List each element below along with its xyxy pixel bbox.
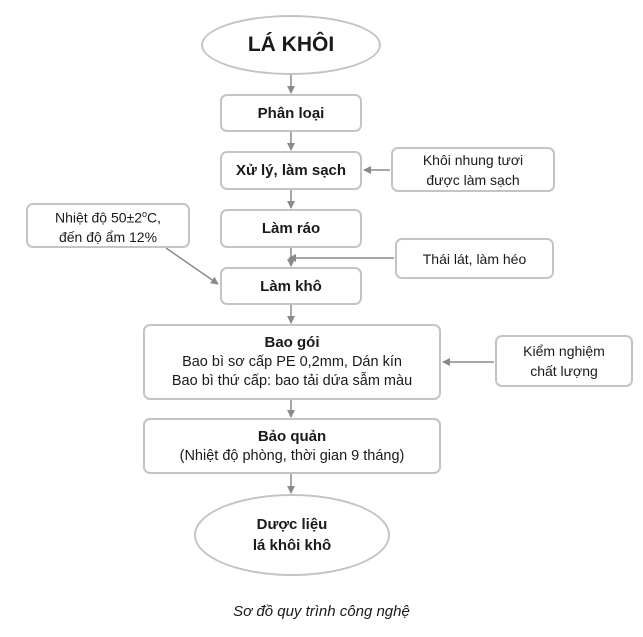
- note-quality-line1: Kiểm nghiệm: [523, 343, 605, 359]
- step-storage-detail: (Nhiệt độ phòng, thời gian 9 tháng): [179, 447, 405, 464]
- step-classify: [220, 94, 362, 132]
- step-storage: [143, 418, 441, 474]
- end-label-line2: lá khôi khô: [252, 537, 332, 554]
- step-package-line2: Bao bì thứ cấp: bao tải dứa sẫm màu: [171, 373, 413, 389]
- note-slice: [395, 238, 554, 279]
- end-label-line1: Dược liệu: [256, 516, 328, 533]
- step-dry-label: Làm khô: [260, 277, 322, 295]
- step-classify-label: Phân loại: [257, 104, 325, 122]
- note-cleaned-line1: Khôi nhung tươi: [422, 151, 524, 168]
- note-quality: [495, 335, 633, 387]
- note-slice-label: Thái lát, làm héo: [422, 250, 527, 267]
- figure-caption: Sơ đồ quy trình công nghệ: [233, 603, 410, 620]
- step-package: [143, 324, 441, 400]
- step-drain-label: Làm ráo: [261, 220, 321, 237]
- start-node: [201, 15, 381, 75]
- note-cleaned: [391, 147, 555, 192]
- step-clean-label: Xử lý, làm sạch: [235, 162, 347, 179]
- step-clean: [220, 151, 362, 190]
- end-node: [194, 494, 390, 576]
- note-temperature: [26, 203, 190, 248]
- note-temperature-line2: đến độ ẩm 12%: [58, 229, 158, 246]
- step-drain: [220, 209, 362, 248]
- note-temperature-value: Nhiệt độ 50±2: [54, 209, 143, 226]
- step-storage-title: Bảo quản: [257, 427, 327, 445]
- step-package-title: Bao gói: [264, 334, 320, 351]
- degree-symbol: o: [142, 208, 148, 219]
- step-dry: [220, 267, 362, 305]
- note-quality-line2: chất lượng: [530, 363, 598, 379]
- note-temperature-unit: C,: [147, 209, 162, 226]
- note-temperature-line1: [55, 204, 161, 228]
- step-package-line1: Bao bì sơ cấp PE 0,2mm, Dán kín: [182, 354, 402, 370]
- start-label: LÁ KHÔI: [247, 33, 335, 56]
- note-cleaned-line2: được làm sạch: [426, 171, 520, 188]
- arrow-temp-note: [166, 248, 218, 284]
